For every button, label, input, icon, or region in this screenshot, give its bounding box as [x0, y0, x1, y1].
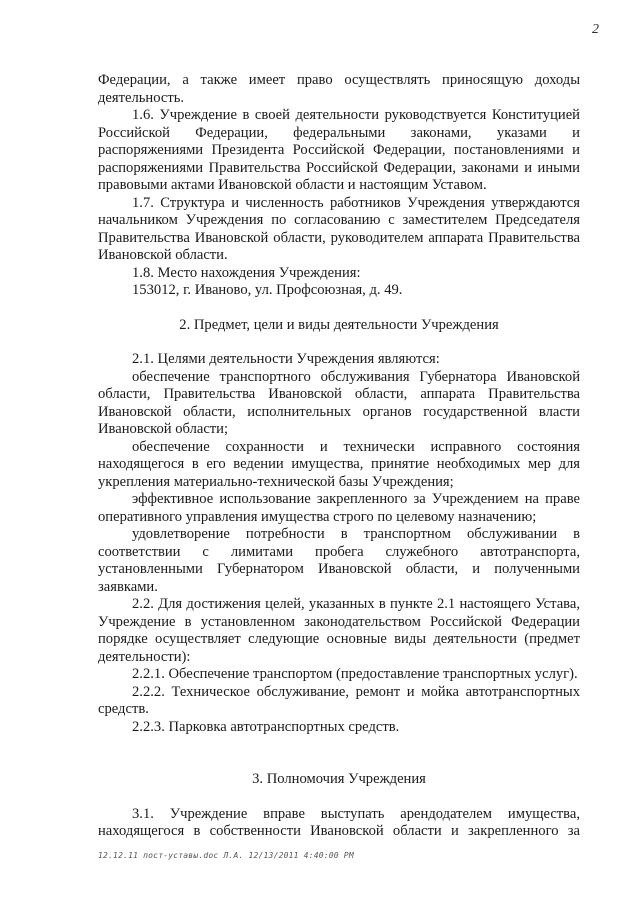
- paragraph-2-1-a: обеспечение транспортного обслуживания Губернатора Ивановской области, Правительства Ивановской области, аппарата Правительства Ивановской области, исполнительных органов государственной власти Ивановской области;: [98, 368, 580, 437]
- section-2-heading: 2. Предмет, цели и виды деятельности Учреждения: [179, 316, 499, 333]
- paragraph-2-1-d: удовлетворение потребности в транспортном обслуживании в соответствии с лимитами пробега служебного автотранспорта, установленными Губернатором Ивановской области, и полученными заявками.: [98, 526, 580, 595]
- paragraph-2-2-2: 2.2.2. Техническое обслуживание, ремонт и мойка автотранспортных средств.: [98, 683, 580, 717]
- paragraph-3-1: 3.1. Учреждение вправе выступать арендодателем имущества, находящегося в собственности Ивановской области и закрепленного за: [98, 805, 580, 839]
- paragraph-address: 153012, г. Иваново, ул. Профсоюзная, д. 49.: [132, 282, 403, 298]
- paragraph-1-7: 1.7. Структура и численность работников Учреждения утверждаются начальником Учреждения по согласованию с заместителем Председателя Правительства Ивановской области, руководителем аппарата Правительства Ивановской области.: [98, 194, 580, 263]
- paragraph-2-2: 2.2. Для достижения целей, указанных в пункте 2.1 настоящего Устава, Учреждение в установленном законодательством Российской Федерации порядке осуществляет следующие основные виды деятельности (предмет деятельности):: [98, 596, 580, 665]
- page-number: 2: [592, 22, 599, 37]
- paragraph-continuation: Федерации, а также имеет право осуществлять приносящую доходы деятельность.: [98, 72, 580, 106]
- document-body: [98, 72, 580, 841]
- paragraph-1-8: 1.8. Место нахождения Учреждения:: [132, 264, 361, 281]
- paragraph-2-2-3: 2.2.3. Парковка автотранспортных средств.: [132, 718, 400, 735]
- paragraph-2-1-c: эффективное использование закрепленного за Учреждением на праве оперативного управления имущества строго по целевому назначению;: [98, 491, 580, 525]
- paragraph-2-1: 2.1. Целями деятельности Учреждения являются:: [132, 351, 440, 367]
- paragraph-2-2-1: 2.2.1. Обеспечение транспортом (предоставление транспортных услуг).: [132, 666, 578, 682]
- document-footer: 12.12.11 пост-уставы.doc Л.А. 12/13/2011 4:40:00 PM: [98, 851, 354, 860]
- section-3-heading: 3. Полномочия Учреждения: [252, 771, 426, 787]
- paragraph-1-6: 1.6. Учреждение в своей деятельности руководствуется Конституцией Российской Федерации, федеральными законами, указами и распоряжениями Президента Российской Федерации, постановлениями и распоряжениями Правительства Российской Федерации, законами и иными правовыми актами Ивановской области и настоящим Уставом.: [98, 107, 580, 193]
- paragraph-2-1-b: обеспечение сохранности и технически исправного состояния находящегося в его ведении имущества, принятие необходимых мер для укрепления материально-технической базы Учреждения;: [98, 438, 580, 490]
